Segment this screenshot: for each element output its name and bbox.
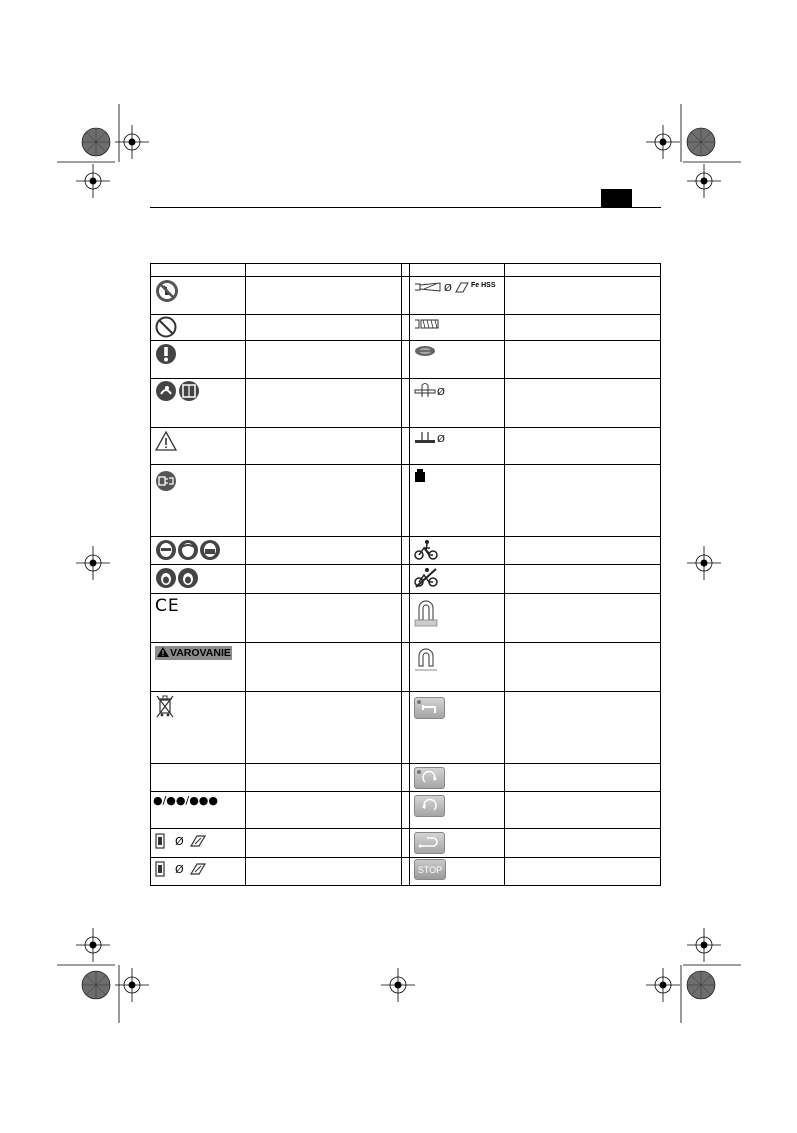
weight-icon (414, 469, 426, 483)
hole-depth-diameter-icon (414, 431, 448, 445)
hearing-protection-icon (155, 567, 199, 589)
drill-bit-material-icon (414, 280, 470, 294)
warning-triangle-small-icon (157, 647, 169, 657)
drill-diameter-steel-icon (155, 860, 215, 878)
coolant-button-icon (414, 697, 445, 719)
magnet-on-icon (414, 598, 438, 628)
table-row-divider (150, 828, 661, 829)
svg-text:Ø: Ø (175, 863, 184, 876)
table-row-divider (150, 642, 661, 643)
drill-diameter-steel-icon (155, 832, 215, 850)
svg-text:Ø: Ø (437, 434, 445, 445)
bicycle-crossed-icon (414, 567, 438, 589)
table-column-divider (409, 263, 410, 886)
warning-label-text: VAROVANIE (170, 647, 231, 659)
table-row-divider (150, 593, 661, 594)
table-row-divider (150, 564, 661, 565)
header-rule (150, 207, 661, 208)
bicycle-rider-icon (414, 539, 438, 561)
eye-protection-icon (155, 539, 221, 561)
table-row-divider (150, 314, 661, 315)
table-row-divider (150, 427, 661, 428)
table-column-divider (245, 263, 246, 886)
warning-label (155, 646, 232, 660)
plate-thickness-diameter-icon (414, 383, 448, 399)
prohibition-icon (155, 316, 177, 338)
table-row-divider (150, 691, 661, 692)
mandatory-exclamation-icon (155, 343, 177, 365)
svg-text:Ø: Ø (444, 283, 452, 294)
table-column-divider (401, 263, 402, 886)
core-cutter-icon (414, 345, 436, 357)
speed-dots: ●/●●/●●● (153, 794, 219, 807)
table-row-divider (150, 276, 661, 277)
language-tab (601, 189, 632, 207)
warning-triangle-icon (155, 431, 177, 451)
weee-bin-icon (155, 694, 175, 718)
unplug-icon (155, 470, 177, 492)
symbols-table (150, 263, 661, 886)
table-row-divider (150, 340, 661, 341)
feed-button-icon (414, 832, 445, 854)
table-row-divider (150, 763, 661, 764)
read-manual-icon (155, 380, 201, 402)
rotate-right-button-icon (414, 767, 445, 789)
rotate-left-button-icon (414, 795, 445, 817)
table-row-divider (150, 464, 661, 465)
ce-mark: CE (155, 596, 180, 616)
no-hand-icon (155, 279, 179, 303)
bit-holder-icon (414, 318, 440, 330)
svg-text:Ø: Ø (437, 387, 445, 398)
svg-text:Ø: Ø (175, 835, 184, 848)
table-row-divider (150, 536, 661, 537)
magnet-off-icon (414, 646, 438, 672)
stop-button-icon: STOP (414, 859, 446, 880)
table-column-divider (504, 263, 505, 886)
table-row-divider (150, 791, 661, 792)
table-row-divider (150, 857, 661, 858)
table-row-divider (150, 378, 661, 379)
material-label: Fe HSS (471, 282, 496, 289)
